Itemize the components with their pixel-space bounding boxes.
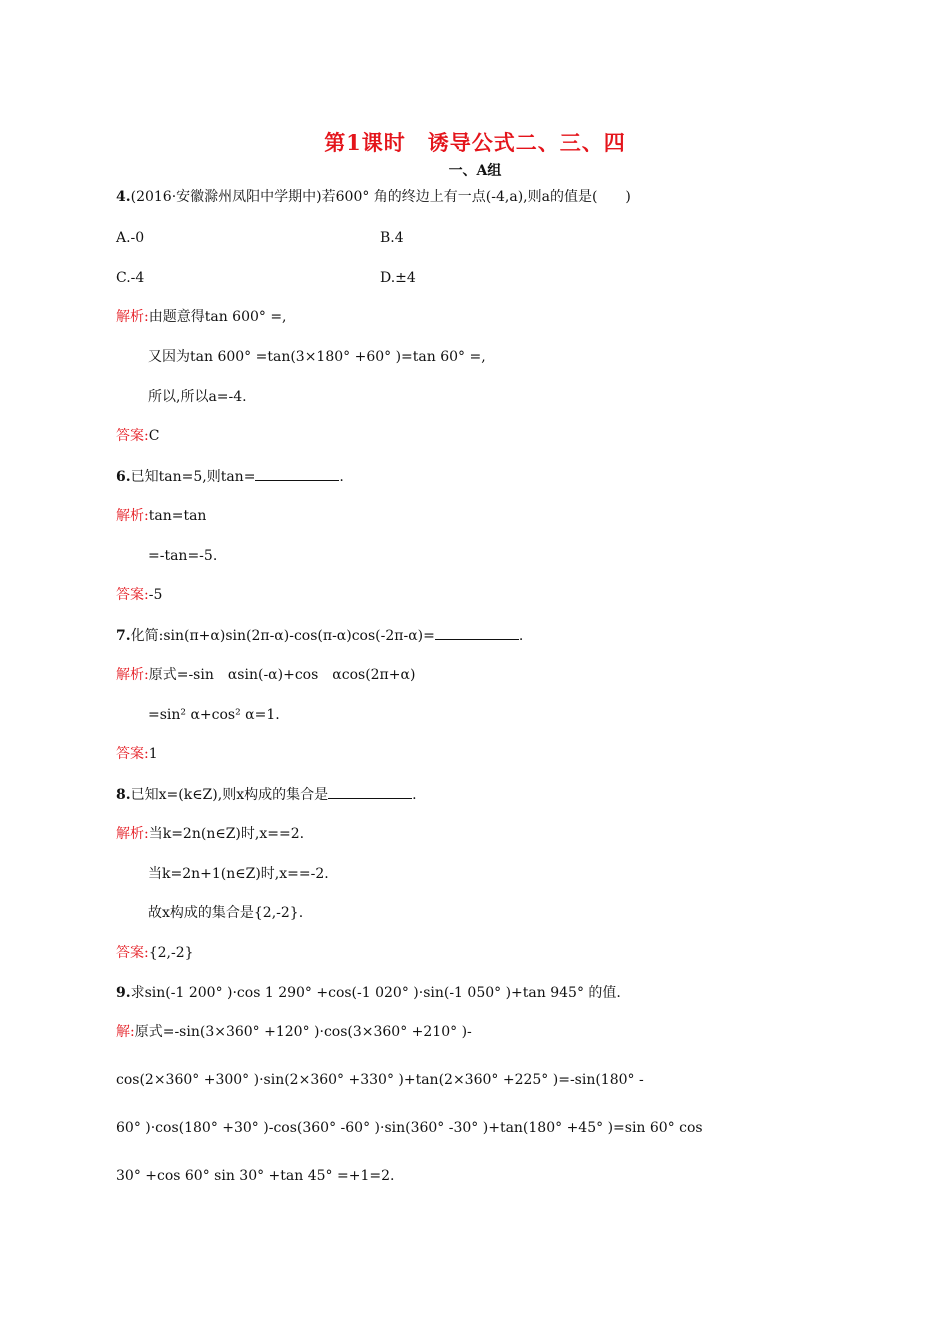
- question-6: 6.已知tan=5,则tan= .: [116, 466, 344, 487]
- solution-line: 又因为tan 600° =tan(3×180° +60° )=tan 60° =,: [148, 349, 486, 365]
- option-a: A.-0: [116, 230, 145, 246]
- question-text: 求sin(-1 200° )·cos 1 290° +cos(-1 020° )·sin(-1 050° )+tan 945° 的值.: [130, 985, 621, 1001]
- solution-text: 原式=-sin(3×360° +120° )·cos(3×360° +210° )-: [134, 1024, 472, 1040]
- answer-label: 答案:: [116, 587, 149, 603]
- solution-line: 故x构成的集合是{2,-2}.: [148, 905, 304, 921]
- question-9: [116, 983, 621, 1003]
- solution-line: 60° )·cos(180° +30° )-cos(360° -60° )·sin(360° -30° )+tan(180° +45° )=sin 60° cos: [116, 1120, 703, 1136]
- question-number: 9.: [116, 985, 131, 1001]
- options-row-2: [116, 268, 416, 288]
- question-8: 8.已知x=(k∈Z),则x构成的集合是 .: [116, 784, 417, 805]
- answer-line: [116, 943, 194, 963]
- solution-text: tan=tan: [148, 508, 207, 524]
- solution-label: 解析:: [116, 826, 149, 842]
- question-number: 6.: [116, 469, 131, 485]
- solution-line: [116, 506, 206, 526]
- solution-label: 解析:: [116, 508, 149, 524]
- solution-text: 原式=-sin αsin(-α)+cos αcos(2π+α): [148, 667, 416, 683]
- solution-text: 当k=2n(n∈Z)时,x==2.: [148, 826, 305, 842]
- option-d: D.±4: [380, 270, 416, 286]
- answer-line: [116, 585, 162, 605]
- question-7: 7.化简:sin(π+α)sin(2π-α)-cos(π-α)cos(-2π-α)= .: [116, 625, 523, 646]
- solution-label: 解:: [116, 1024, 135, 1040]
- solution-label: 解析:: [116, 667, 149, 683]
- answer-label: 答案:: [116, 746, 149, 762]
- question-number: 7.: [116, 628, 131, 644]
- question-text: 化简:sin(π+α)sin(2π-α)-cos(π-α)cos(-2π-α)=: [130, 628, 435, 644]
- question-number: 4.: [116, 189, 131, 205]
- option-b: B.4: [380, 230, 404, 246]
- answer-text: C: [148, 428, 160, 444]
- solution-line: 30° +cos 60° sin 30° +tan 45° =+1=2.: [116, 1168, 395, 1184]
- question-text: (2016·安徽滁州凤阳中学期中)若600° 角的终边上有一点(-4,a),则a的值是( ): [130, 189, 631, 205]
- question-number: 8.: [116, 787, 131, 803]
- solution-line: [116, 307, 287, 327]
- options-row-1: [116, 228, 404, 248]
- solution-text: 由题意得tan 600° =,: [148, 309, 287, 325]
- answer-text: 1: [148, 746, 158, 762]
- solution-label: 解析:: [116, 309, 149, 325]
- answer-text: {2,-2}: [148, 945, 194, 961]
- answer-label: 答案:: [116, 428, 149, 444]
- answer-line: [116, 426, 159, 446]
- section-subtitle: 一、A组: [448, 163, 502, 179]
- solution-line: 所以,所以a=-4.: [148, 389, 247, 405]
- solution-line: cos(2×360° +300° )·sin(2×360° +330° )+tan(2×360° +225° )=-sin(180° -: [116, 1072, 644, 1088]
- answer-blank: [255, 466, 339, 481]
- option-c: C.-4: [116, 270, 145, 286]
- answer-text: -5: [148, 587, 163, 603]
- answer-label: 答案:: [116, 945, 149, 961]
- answer-line: [116, 744, 158, 764]
- solution-line: =-tan=-5.: [148, 548, 218, 564]
- solution-line: =sin² α+cos² α=1.: [148, 707, 280, 723]
- answer-blank: [328, 784, 412, 799]
- solution-line: [116, 1022, 472, 1042]
- solution-line: 当k=2n+1(n∈Z)时,x==-2.: [148, 866, 329, 882]
- answer-blank: [435, 625, 519, 640]
- question-4: [116, 187, 631, 207]
- solution-line: [116, 665, 415, 685]
- question-text: 已知tan=5,则tan=: [130, 469, 256, 485]
- question-text: 已知x=(k∈Z),则x构成的集合是: [130, 787, 329, 803]
- solution-line: [116, 824, 304, 844]
- page-title: 第1课时 诱导公式二、三、四: [324, 130, 626, 155]
